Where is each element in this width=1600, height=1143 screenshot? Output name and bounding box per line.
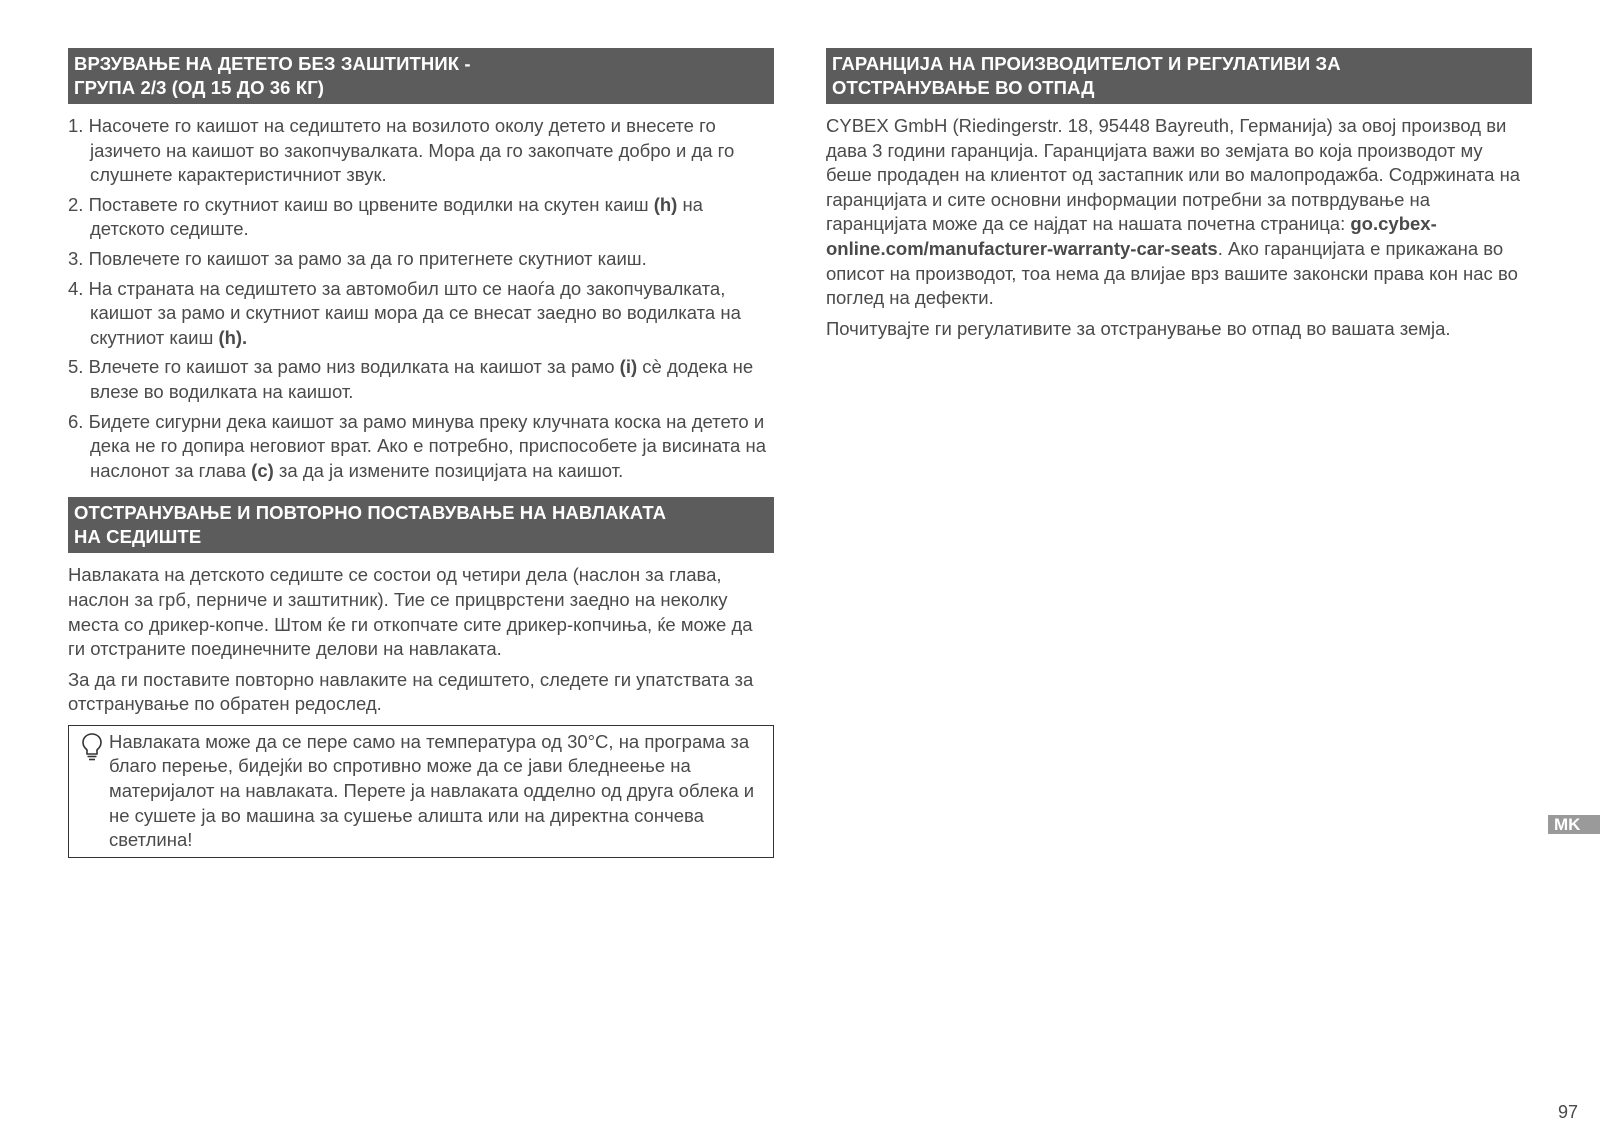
step-ref: (c) <box>251 459 274 481</box>
step-item-3 <box>68 247 774 272</box>
warranty-link[interactable]: go.cybex-online.com/manufacturer-warranty-car-seats <box>826 213 1437 259</box>
language-tab: MK <box>1548 815 1600 834</box>
steps-list <box>68 114 774 483</box>
warranty-paragraph <box>826 114 1532 311</box>
left-column <box>68 48 774 858</box>
section-title-line2: ГРУПА 2/3 (ОД 15 ДО 36 КГ) <box>74 77 325 98</box>
step-text: 5. Влечете го каишот за рамо низ водилката на каишот за рамо <box>68 356 620 378</box>
section-title-line2: НА СЕДИШТЕ <box>74 526 202 548</box>
step-text-after: на детското седиште. <box>90 193 703 240</box>
step-text-after: сѐ додека не влезе во водилката на каишот. <box>90 356 754 402</box>
warranty-text: CYBEX GmbH (Riedingerstr. 18, 95448 Bayreuth, Германија) за овој производ ви дава 3 години гаранција. Гаранцијата важи во земјата во која производот му беше продаден на клиентот од застапник или во малопродажба. Содржината на гаранцијата и сите основни информации потребни за потврдување на гаранцијата може да се најдат на нашата почетна страница: <box>826 115 1521 235</box>
cover-paragraph-2: За да ги поставите повторно навлаките на седиштето, следете ги упатствата за отстранување по обратен редослед. <box>68 668 754 715</box>
step-item-5 <box>68 355 774 404</box>
step-text: 4. На страната на седиштето за автомобил што се наоѓа до закопчувалката, каишот за рамо и скутниот каиш мора да се внесат заедно во водилката на скутниот каиш <box>68 277 741 348</box>
step-text: 2. Поставете го скутниот каиш во црвените водилки на скутен каиш <box>68 193 654 215</box>
step-text: 6. Бидете сигурни дека каишот за рамо минува преку клучната коска на детето и дека не го допира неговиот врат. Ако е потребно, приспособете ја висината на наслонот за глава <box>68 410 766 481</box>
page-number: 97 <box>1557 1102 1578 1122</box>
disposal-paragraph: Почитувајте ги регулативите за отстранување во отпад во вашата земја. <box>826 317 1451 339</box>
section-title-line1: ГАРАНЦИЈА НА ПРОИЗВОДИТЕЛОТ И РЕГУЛАТИВИ ЗА <box>832 53 1341 74</box>
section-title-line1: ВРЗУВАЊЕ НА ДЕТЕТО БЕЗ ЗАШТИТНИК - <box>74 53 471 74</box>
step-text-after: за да ја измените позицијата на каишот. <box>273 459 624 481</box>
step-ref: (h) <box>653 193 678 215</box>
step-item-6 <box>68 410 774 484</box>
section-header-cover-removal <box>68 497 774 553</box>
step-ref: (i) <box>619 356 638 378</box>
warranty-text-after: . Ако гаранцијата е прикажана во описот на производот, тоа нема да влијае врз вашите законски права кон нас во поглед на дефекти. <box>826 237 1518 309</box>
right-column <box>826 48 1532 347</box>
step-item-4 <box>68 277 774 351</box>
step-item-2 <box>68 193 774 242</box>
washing-note-box <box>68 725 774 858</box>
step-text: 3. Повлечете го каишот за рамо за да го притегнете скутниот каиш. <box>68 247 647 269</box>
section-title-line1: ОТСТРАНУВАЊЕ И ПОВТОРНО ПОСТАВУВАЊЕ НА НАВЛАКАТА <box>74 502 667 524</box>
section-title-line2: ОТСТРАНУВАЊЕ ВО ОТПАД <box>832 77 1095 98</box>
step-ref: (h). <box>218 326 248 348</box>
step-item-1 <box>68 114 774 188</box>
section-header-child-restraint <box>68 48 774 104</box>
lightbulb-icon <box>81 732 103 762</box>
cover-paragraph-1: Навлаката на детското седиште се состои од четири дела (наслон за глава, наслон за грб, перниче и заштитник). Тие се прицврстени заедно на неколку места со дрикер-копче. Штом ќе ги откопчате сите дрикер-копчиња, ќе може да ги отстраните поединечните делови на навлаката. <box>68 564 753 660</box>
washing-note-text: Навлаката може да се пере само на температура од 30°C, на програма за благо перење, бидејќи во спротивно може да се јави бледнеење на материјалот на навлаката. Перете ја навлаката одделно од друга облека и не сушете ја во машина за сушење алишта или на директна сончева светлина! <box>109 730 755 851</box>
step-text: 1. Насочете го каишот на седиштето на возилото околу детето и внесете го јазичето на каишот во закопчувалката. Мора да го закопчате добро и да го слушнете карактеристичниот звук. <box>68 115 735 186</box>
section-header-warranty <box>826 48 1532 104</box>
